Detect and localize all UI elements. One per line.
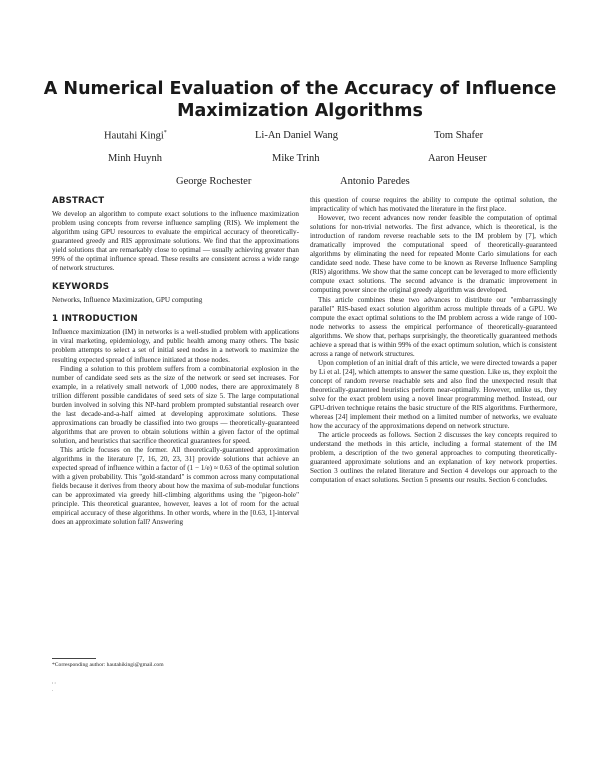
author-name: Hautahi Kingi* — [104, 130, 167, 142]
footnote-rule — [52, 658, 96, 659]
body-paragraph: this question of course requires the ability to compute the optimal solution, the impracticality of which has motivated the literature in the first place. — [310, 196, 557, 214]
paper-title — [40, 78, 560, 122]
left-column — [52, 196, 299, 527]
author-name: Tom Shafer — [434, 130, 484, 141]
author-name: Minh Huynh — [108, 153, 162, 164]
author-name: Mike Trinh — [272, 153, 320, 164]
title-line-1: A Numerical Evaluation of the Accuracy of Influence — [43, 79, 557, 99]
body-paragraph: Upon completion of an initial draft of this article, we were directed towards a paper by Li et al. [24], which attempts to answer the same question. Like us, they exploit the concept of random reverse reachable sets and also find the unexpected result that theoretically-guaranteed heuristics perform near-optimally. However, unlike us, they solve for the exact problem using a novel linear programming method. Instead, our GPU-driven technique retains the basic structure of the RIS algorithms. Furthermore, whereas [24] implement their method on a limited number of networks, we evaluate how the accuracy of the approximations depend on network structure. — [310, 358, 557, 431]
author-name: George Rochester — [176, 176, 252, 187]
abstract-heading: ABSTRACT — [52, 196, 105, 206]
right-column — [310, 196, 557, 486]
intro-paragraph: Influence maximization (IM) in networks is a well-studied problem with applications in viral marketing, epidemiology, and public health among many others. The basic problem attempts to select a set of initial seed nodes in a network to maximize the resulting expected spread of influence initiated at those nodes. — [52, 328, 299, 364]
body-paragraph: The article proceeds as follows. Section 2 discusses the key concepts required to understand the methods in this article, including a formal statement of the IM problem, a description of the two general approaches to computing theoretically-guaranteed approximate solutions and an explanation of key network properties. Section 3 outlines the related literature and Section 4 develops our approach to the computation of exact solutions. Section 5 presents our results. Section 6 concludes. — [310, 431, 557, 485]
title-line-2: Maximization Algorithms — [177, 101, 423, 121]
body-paragraph: However, two recent advances now render feasible the computation of optimal solutions for non-trivial networks. The first advance, which is theoretical, is the introduction of random reverse reachable sets to the IM problem by [7], which dramatically improved the computational speed of theoretically-guaranteed algorithms by eliminating the need for repeated Monte Carlo simulations for each candidate seed node. These have come to be known as Reverse Influence Sampling (RIS) algorithms. We show that the same concept can be leveraged to more efficiently compute exact solutions. The second advance is the dramatic improvement in computing power since the original greedy algorithm was developed. — [310, 214, 557, 295]
keywords-text: Networks, Influence Maximization, GPU computing — [52, 296, 203, 305]
margin-mark: . — [52, 688, 54, 693]
intro-paragraph: This article focuses on the former. All theoretically-guaranteed approximation algorithms in the literature [7, 16, 20, 23, 31] provide solutions that achieve an expected spread of influence within a factor of (1 − 1/e) ≈ 0.63 of the optimal solution with a given probability. This "gold-standard" is common across many computational fields because it derives from theory about how the maxima of sub-modular functions can be approximated via greedy hill-climbing algorithms using the "pigeon-hole" principle. This theoretical guarantee, however, leaves a lot of room for the actual empirical accuracy of these algorithms. In other words, where in the [0.63, 1]-interval does an approximate solution fall? Answering — [52, 445, 299, 527]
body-paragraph: This article combines these two advances to distribute our "embarrassingly parallel" RIS-based exact solution algorithm across multiple threads of a GPU. We compute the exact optimal solutions to the IM problem across a wide range of 100-node networks to assess the empirical performance of theoretically-guaranteed algorithms. We show that, perhaps surprisingly, the theoretically guaranteed methods achieve a spread that is within 99% of the exact optimum solution, which is consistent across a range of network structures. — [310, 295, 557, 358]
intro-paragraph: Finding a solution to this problem suffers from a combinatorial explosion in the number of candidate seed sets as the size of the network or seed set increases. For example, in a relatively small network of 1,000 nodes, there are approximately 8 trillion different possible candidates of seed sets of size 5. The large computational burden involved in solving this NP-hard problem prompted substantial research over the last decade-and-a-half aimed at developing approximate solutions. These approximations can broadly be classified into two groups — theoretically-guaranteed algorithms that are proven to obtain solutions within a given factor of the optimal solution, and heuristics that sacrifice theoretical guarantees for speed. — [52, 364, 299, 445]
author-name: Antonio Paredes — [340, 176, 410, 187]
keywords-heading: KEYWORDS — [52, 282, 110, 293]
abstract-text: We develop an algorithm to compute exact solutions to the influence maximization problem using concepts from reverse influence sampling (RIS). We implement the algorithm using GPU resources to evaluate the empirical accuracy of theoretically-guaranteed greedy and RIS approximate solutions. We find that the approximations yield solutions that are remarkably close to optimal — usually achieving greater than 99% of the optimal influence spread. These results are consistent across a wide range of network structures. — [52, 210, 299, 273]
margin-mark: , , — [52, 680, 56, 685]
footnote: *Corresponding author: hautahikingi@gmail.com — [52, 662, 164, 668]
author-name: Aaron Heuser — [428, 153, 487, 164]
author-name: Li-An Daniel Wang — [255, 130, 338, 141]
introduction-heading: 1 INTRODUCTION — [52, 314, 138, 325]
